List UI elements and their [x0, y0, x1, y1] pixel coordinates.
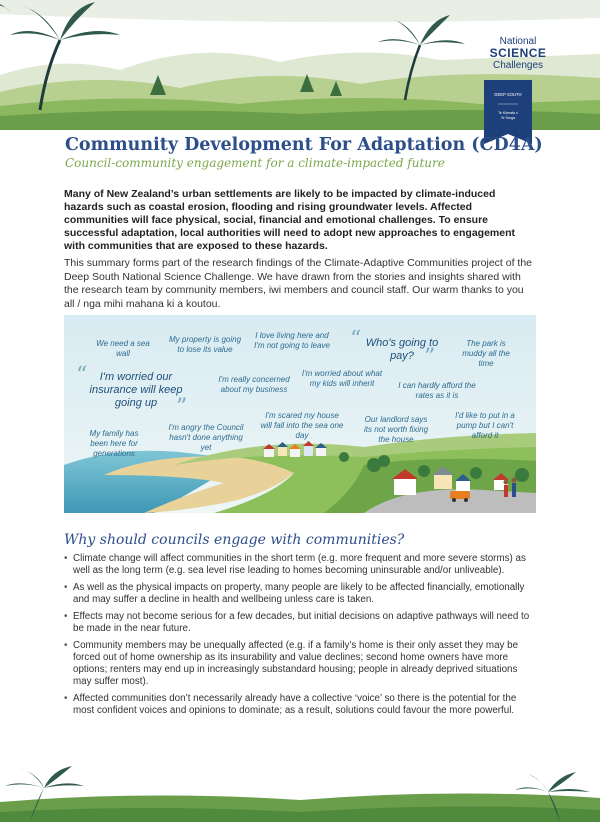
list-item: • Climate change will affect communities in the short term (e.g. more frequent and more severe storms) as well as the long term (e.g. sea level rise leading to homes becoming uninsurable and/or unliveable). [64, 553, 538, 577]
quote-pump: I'd like to put in a pump but I can't afford it [455, 411, 515, 440]
logo-line-science: SCIENCE [489, 46, 547, 60]
ribbon-line-3: Te Tonga [500, 116, 516, 120]
quote-house-fall-into-sea: I'm scared my house will fall into the sea one day [260, 411, 344, 440]
quote-property-value: My property is going to lose its value [168, 335, 242, 354]
quote-insurance: I'm worried our insurance will keep going up [89, 371, 183, 409]
ribbon-line-2: Te Kōmata o [498, 111, 518, 115]
quote-sea-wall: We need a sea wall [96, 339, 150, 358]
page-title: Community Development For Adaptation (CD4A) [65, 135, 543, 155]
section-heading-why: Why should councils engage with communities? [64, 532, 405, 548]
list-item: • Affected communities don’t necessarily already have a collective ‘voice’ so there is the potential for the most confident voices and opinions to dominate; as a result, solutions could favour the more powerful. [64, 693, 538, 717]
intro-paragraph: This summary forms part of the research findings of the Climate-Adaptive Communities project of the Deep South National Science Challenge. We have drawn from the stories and insights shared with the research team by community members, iwi members and council staff. Our warm thanks to you all / nga mihi mahana ki a koutou. [64, 257, 533, 310]
why-bullet-list [64, 553, 538, 722]
quote-family-generations: My family has been here for generations [89, 429, 139, 458]
quote-business: I'm really concerned about my business [218, 375, 290, 394]
quote-park-muddy: The park is muddy all the time [462, 339, 510, 368]
intro-bold-paragraph: Many of New Zealand’s urban settlements are likely to be impacted by climate-induced hazards such as coastal erosion, flooding and rising groundwater levels. Affected communities will face physical, social, financial and emotional challenges. To ensure successful adaptation, local authorities will need to adopt new approaches to engagement with communities that are exposed to these hazards. [64, 188, 516, 252]
logo-line-challenges: Challenges [492, 60, 544, 71]
page-subtitle: Council-community engagement for a climate-impacted future [65, 156, 445, 170]
close-quote-icon: ” [424, 345, 436, 370]
close-quote-icon: ” [176, 395, 188, 420]
quote-landlord: Our landlord says its not worth fixing the house [363, 415, 429, 444]
open-quote-icon: “ [350, 327, 362, 352]
quote-whos-going-to-pay: Who's going to pay? [365, 337, 439, 362]
quote-kids-inherit: I'm worried about what my kids will inherit [301, 369, 383, 388]
quote-council-angry: I'm angry the Council hasn't done anything yet [168, 423, 244, 452]
community-voices-illustration [64, 315, 536, 513]
list-item: • Community members may be unequally affected (e.g. if a family’s home is their only asset they may be forced out of home ownership as its insurability and value declines; second home owners have more options; renters may end up in increasingly substandard housing; people in already deprived situations may suffer most). [64, 640, 538, 688]
logo-line-national: National [499, 36, 537, 47]
ribbon-line-1: DEEP SOUTH [494, 92, 522, 97]
quote-afford-rates: I can hardly afford the rates as it is [398, 381, 476, 400]
national-science-challenges-logo [478, 36, 558, 71]
list-item: • As well as the physical impacts on property, many people are likely to be affected financially, emotionally and may suffer a decline in health and wellbeing unless care is taken. [64, 582, 538, 606]
open-quote-icon: “ [76, 363, 88, 388]
quote-love-living-here: I love living here and I'm not going to leave [254, 331, 330, 350]
list-item: • Effects may not become serious for a few decades, but initial decisions on adaptive pathways will need to be made in the near future. [64, 611, 538, 635]
footer-landscape-illustration [0, 762, 600, 822]
